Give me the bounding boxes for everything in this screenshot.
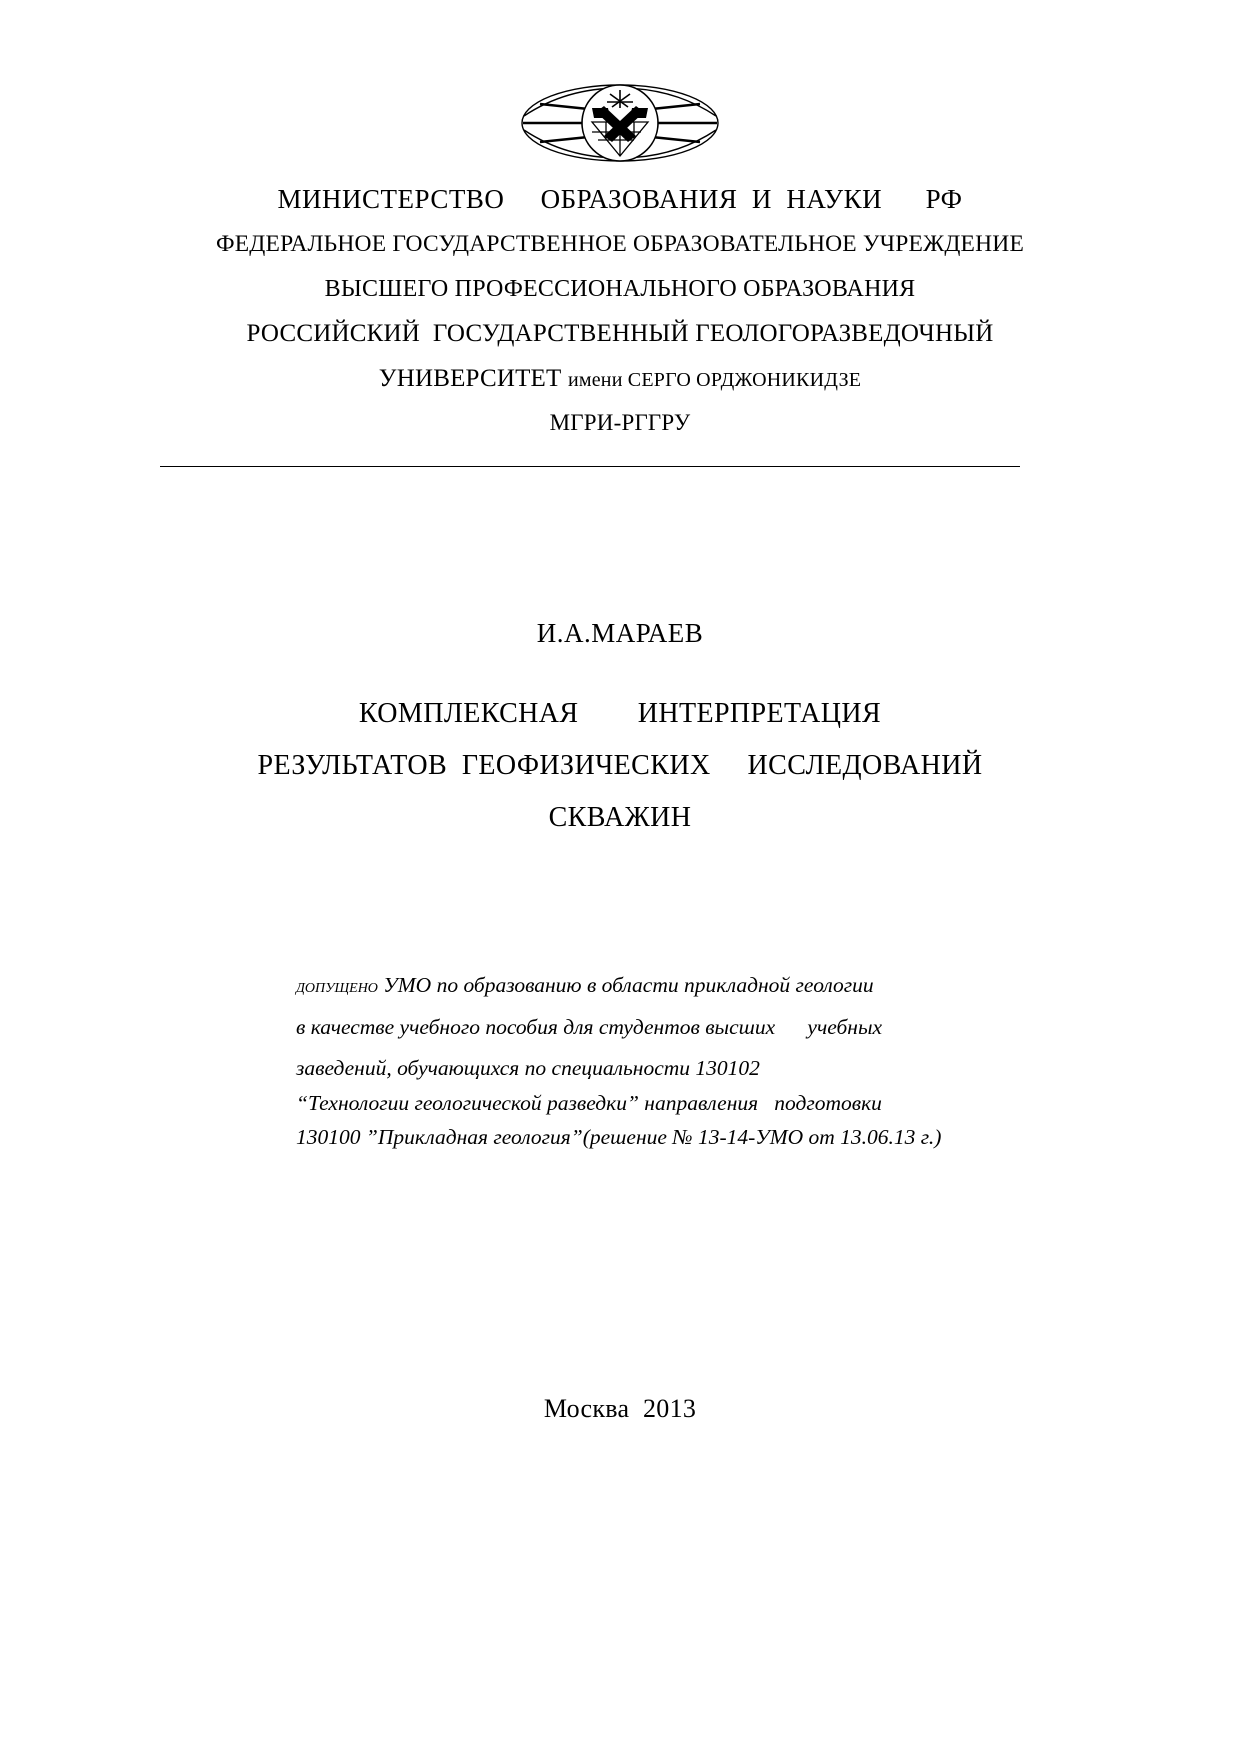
header-line-abbreviation: МГРИ-РГГРУ xyxy=(549,409,691,435)
approval-lead-word: допущено xyxy=(296,975,378,997)
author-name: И.А.МАРАЕВ xyxy=(536,618,704,648)
header-divider xyxy=(160,466,1020,467)
publication-place-year: Москва 2013 xyxy=(543,1394,697,1423)
header-line-federal-institution: ФЕДЕРАЛЬНОЕ ГОСУДАРСТВЕННОЕ ОБРАЗОВАТЕЛЬНОЕ УЧРЕЖДЕНИЕ xyxy=(215,231,1025,257)
approval-statement xyxy=(296,975,996,1149)
approval-line-1-text: УМО по образованию в области прикладной геологии xyxy=(377,973,874,997)
title-line-1: КОМПЛЕКСНАЯ ИНТЕРПРЕТАЦИЯ xyxy=(358,698,882,729)
university-word: УНИВЕРСИТЕТ xyxy=(378,364,568,392)
mgri-rggru-emblem-icon xyxy=(520,78,720,168)
title-line-3: СКВАЖИН xyxy=(548,802,692,833)
approval-line-1 xyxy=(296,975,996,997)
approval-line-2: в качестве учебного пособия для студентов высших учебных xyxy=(296,1014,883,1039)
logo-block xyxy=(0,78,1240,168)
approval-line-5: 130100 ”Прикладная геология”(решение № 13-14-УМО от 13.06.13 г.) xyxy=(296,1125,942,1149)
institution-header xyxy=(0,186,1240,434)
named-after-text: имени СЕРГО ОРДЖОНИКИДЗЕ xyxy=(567,368,862,391)
approval-line-4: “Технологии геологической разведки” направления подготовки xyxy=(296,1090,882,1115)
title-line-2: РЕЗУЛЬТАТОВ ГЕОФИЗИЧЕСКИХ ИССЛЕДОВАНИЙ xyxy=(257,750,983,781)
book-title xyxy=(0,700,1240,832)
header-line-ministry: МИНИСТЕРСТВО ОБРАЗОВАНИЯ И НАУКИ РФ xyxy=(277,184,963,214)
header-line-university-name: РОССИЙСКИЙ ГОСУДАРСТВЕННЫЙ ГЕОЛОГОРАЗВЕДОЧНЫЙ xyxy=(246,319,994,347)
header-line-higher-education: ВЫСШЕГО ПРОФЕССИОНАЛЬНОГО ОБРАЗОВАНИЯ xyxy=(324,275,916,302)
header-line-university-named-after xyxy=(0,366,1240,391)
approval-line-3: заведений, обучающихся по специальности 130102 xyxy=(296,1056,760,1080)
